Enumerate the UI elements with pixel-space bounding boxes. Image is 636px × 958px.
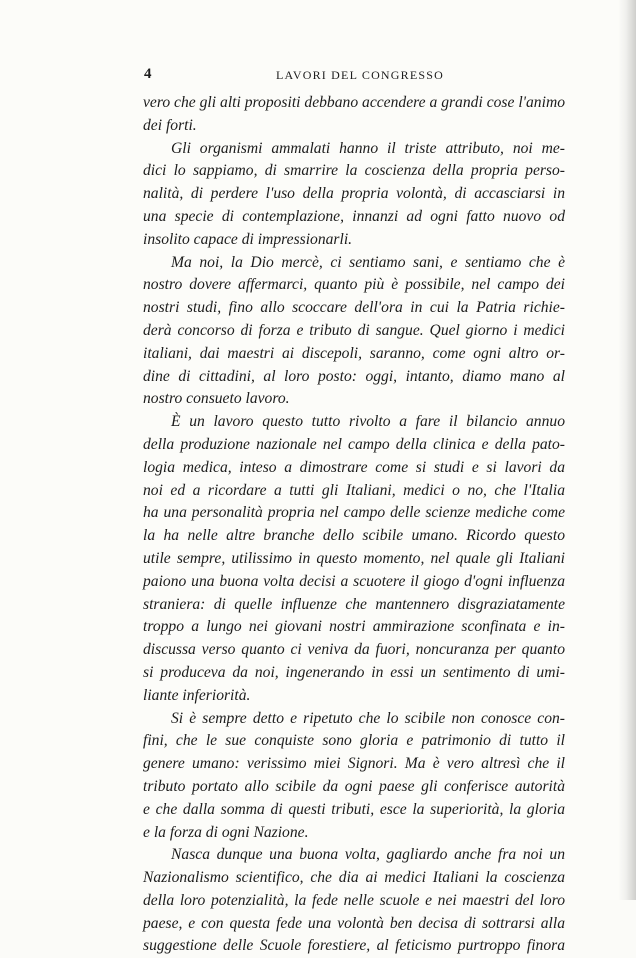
text-line: noi ed a ricordare a tutti gli Italiani, medici o no, che l'Italia (143, 481, 565, 499)
text-line: logia medica, inteso a dimostrare come si studi e si lavori da (143, 458, 565, 476)
text-line: e la forza di ogni Nazione. (143, 823, 309, 841)
text-line: dici lo sappiamo, di smarrire la coscienza della propria perso- (143, 162, 565, 180)
page-header (144, 66, 564, 86)
text-line: Gli organismi ammalati hanno il triste attributo, noi me- (171, 139, 565, 157)
text-line: utile sempre, utilissimo in questo momento, nel quale gli Italiani (143, 549, 565, 567)
text-line: Nazionalismo scientifico, che dia ai medici Italiani la coscienza (143, 869, 565, 887)
text-line: ha una personalità propria nel campo delle scienze mediche come (143, 504, 565, 522)
text-line: discussa verso quanto ci veniva da fuori, noncuranza per quanto (143, 641, 565, 659)
body-text (143, 92, 565, 958)
text-line: genere umano: verissimo miei Signori. Ma è vero altresì che il (143, 755, 565, 773)
paragraph (143, 708, 565, 845)
text-line: la ha nelle altre branche dello scibile umano. Ricordo questo (143, 527, 565, 545)
text-line: nostri studi, fino allo scoccare dell'ora in cui la Patria richie- (143, 299, 565, 317)
text-line: una specie di contemplazione, innanzi ad ogni fatto nuovo od (143, 207, 565, 225)
page-fold-shadow (618, 0, 636, 900)
text-line: nostro consueto lavoro. (143, 390, 290, 408)
text-line: Si è sempre detto e ripetuto che lo scibile non conosce con- (171, 709, 565, 727)
running-title: LAVORI DEL CONGRESSO (276, 68, 445, 82)
text-line: e che dalla somma di questi tributi, esce la superiorità, la gloria (143, 800, 565, 818)
text-line: derà concorso di forza e tributo di sangue. Quel giorno i medici (143, 321, 565, 339)
text-line: Nasca dunque una buona volta, gagliardo anche fra noi un (171, 846, 565, 864)
text-line: della loro potenzialità, la fede nelle scuole e nei maestri del loro (143, 891, 565, 909)
text-line: nalità, di perdere l'uso della propria volontà, di accasciarsi in (143, 185, 565, 203)
text-line: della produzione nazionale nel campo della clinica e della pato- (143, 435, 565, 453)
text-line: italiani, dai maestri ai discepoli, saranno, come ogni altro or- (143, 344, 565, 362)
text-line: suggestione delle Scuole forestiere, al feticismo purtroppo finora (143, 937, 565, 955)
text-line: fini, che le sue conquiste sono gloria e patrimonio di tutto il (143, 732, 565, 750)
text-line: troppo a lungo nei giovani nostri ammirazione sconfinata e in- (143, 618, 565, 636)
page-number: 4 (144, 66, 152, 82)
paragraph (143, 92, 565, 138)
text-line: dine di cittadini, al loro posto: oggi, intanto, diamo mano al (143, 367, 565, 385)
text-line: insolito capace di impressionarli. (143, 230, 353, 248)
text-line: tributo portato allo scibile da ogni paese gli conferisce autorità (143, 777, 565, 795)
paragraph (143, 411, 565, 707)
text-line: Ma noi, la Dio mercè, ci sentiamo sani, e sentiamo che è (171, 253, 565, 271)
text-line: paiono una buona volta decisi a scuotere il giogo d'ogni influenza (143, 572, 565, 590)
paragraph (143, 252, 565, 412)
text-line: vero che gli alti propositi debbano accendere a grandi cose l'animo (143, 94, 565, 111)
text-line: nostro dovere affermarci, quanto più è possibile, nel campo dei (143, 276, 565, 294)
text-line: dei forti. (143, 116, 197, 134)
text-line: si produceva da noi, ingenerando in essi un sentimento di umi- (143, 663, 565, 681)
text-line: straniera: di quelle influenze che mantennero disgraziatamente (143, 595, 565, 613)
text-line: liante inferiorità. (143, 686, 251, 704)
paragraph (143, 138, 565, 252)
text-line: È un lavoro questo tutto rivolto a fare il bilancio annuo (171, 413, 565, 431)
paragraph (143, 844, 565, 958)
text-line: paese, e con questa fede una volontà ben decisa di sottrarsi alla (143, 914, 565, 932)
